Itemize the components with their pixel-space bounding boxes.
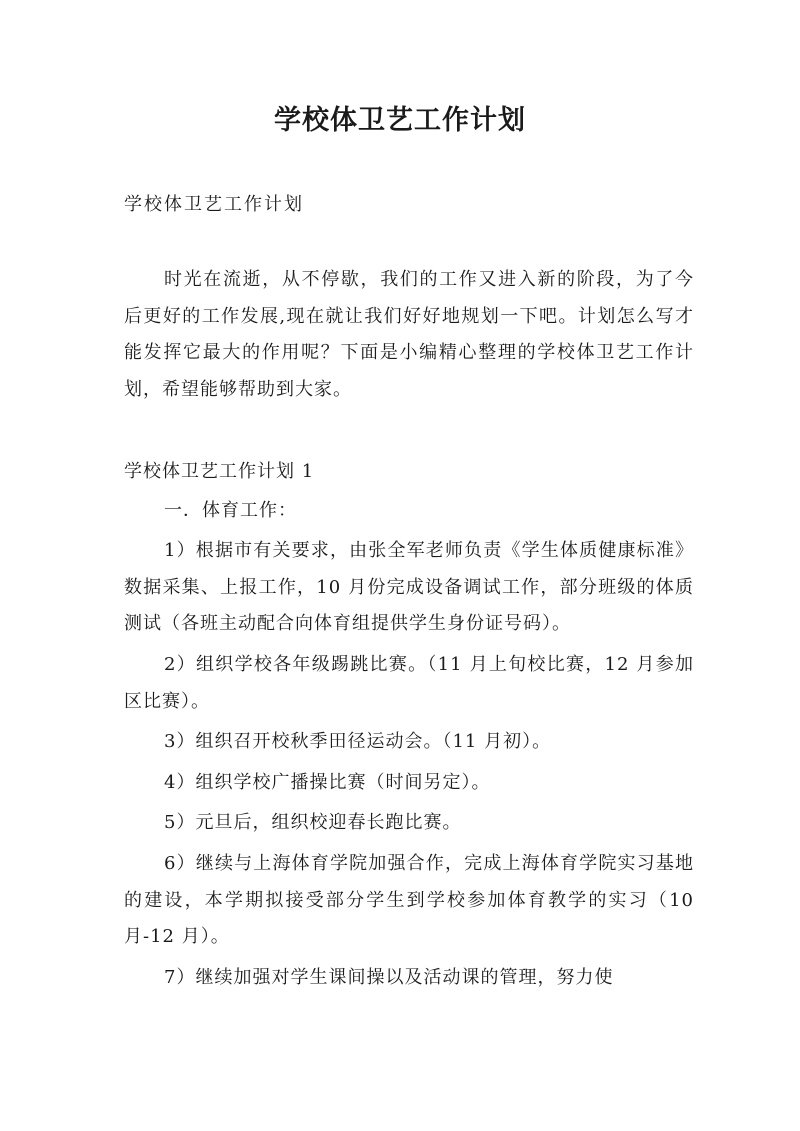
plan-content (124, 454, 694, 1000)
list-item: 1）根据市有关要求，由张全军老师负责《学生体质健康标准》数据采集、上报工作，10 月份完成设备调试工作，部分班级的体质测试（各班主动配合向体育组提供学生身份证号码）。 (124, 540, 694, 635)
list-item: 5）元旦后，组织校迎春长跑比赛。 (164, 812, 462, 834)
list-item: 6）继续与上海体育学院加强合作，完成上海体育学院实习基地的建设，本学期拟接受部分学生到学校参加体育教学的实习（10 月-12 月）。 (124, 852, 694, 948)
list-item: 2）组织学校各年级踢跳比赛。（11 月上旬校比赛，12 月参加区比赛）。 (124, 653, 694, 712)
list-item: 3）组织召开校秋季田径运动会。（11 月初）。 (164, 731, 552, 753)
intro-paragraph: 时光在流逝，从不停歇，我们的工作又进入新的阶段，为了今后更好的工作发展,现在就让我们好好地规划一下吧。计划怎么写才能发挥它最大的作用呢？下面是小编精心整理的学校体卫艺工作计划，希望能够帮助到大家。 (124, 269, 694, 400)
document-title: 学校体卫艺工作计划 (274, 105, 526, 136)
document-subtitle: 学校体卫艺工作计划 (124, 194, 304, 215)
section-heading: 一．体育工作： (164, 499, 297, 521)
plan-heading: 学校体卫艺工作计划 1 (124, 461, 315, 482)
list-item: 4）组织学校广播操比赛（时间另定）。 (164, 771, 491, 793)
list-item: 7）继续加强对学生课间操以及活动课的管理，努力使 (164, 966, 614, 988)
